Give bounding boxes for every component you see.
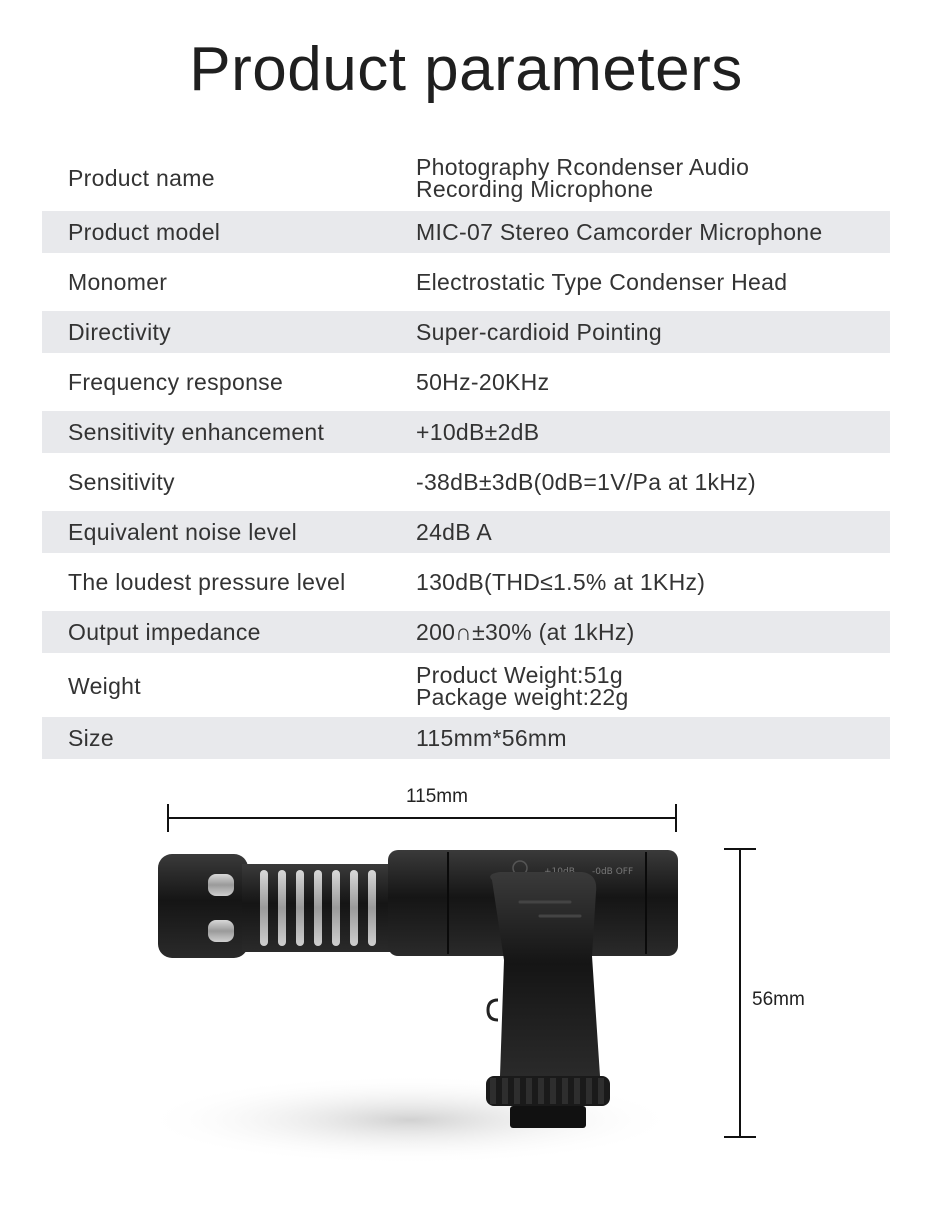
spec-value-line: Electrostatic Type Condenser Head (416, 269, 788, 295)
spec-value (416, 411, 539, 453)
spec-value (416, 611, 635, 653)
spec-label: Product name (68, 164, 215, 191)
off-marking: -0dB OFF (592, 867, 634, 877)
spec-label: The loudest pressure level (68, 568, 346, 595)
spec-value-line: Photography Rcondenser Audio (416, 154, 750, 180)
spec-value (416, 211, 822, 253)
spec-row-product-model (42, 211, 890, 253)
spec-value (416, 511, 492, 553)
spec-value-line: Super-cardioid Pointing (416, 319, 662, 345)
spec-row-sensitivity-enhancement (42, 411, 890, 453)
spec-label: Size (68, 724, 114, 751)
spec-row-directivity (42, 311, 890, 353)
spec-label: Equivalent noise level (68, 518, 298, 545)
spec-value (416, 661, 629, 711)
spec-value-line: Package weight:22g (416, 684, 629, 710)
spec-table (42, 153, 890, 767)
spec-value (416, 717, 567, 759)
spec-value-line: 115mm*56mm (416, 725, 567, 751)
spec-value-line: 50Hz-20KHz (416, 369, 550, 395)
spec-value (416, 261, 787, 303)
spec-value-line: -38dB±3dB(0dB=1V/Pa at 1kHz) (416, 469, 757, 495)
microphone-icon (130, 840, 700, 1170)
spec-row-sensitivity (42, 461, 890, 503)
microphone-product-image (130, 840, 700, 1175)
spec-label: Product model (68, 218, 221, 245)
spec-label: Monomer (68, 268, 168, 295)
spec-value-line: Product Weight:51g (416, 662, 623, 688)
spec-row-equivalent-noise-level (42, 511, 890, 553)
spec-value (416, 461, 756, 503)
spec-label: Frequency response (68, 368, 284, 395)
spec-label: Directivity (68, 318, 171, 345)
width-dimension-label: 115mm (406, 786, 468, 807)
height-dimension-label: 56mm (752, 989, 805, 1010)
spec-label: Sensitivity enhancement (68, 418, 325, 445)
spec-value (416, 561, 705, 603)
spec-value-line: 24dB A (416, 519, 492, 545)
spec-value-line: MIC-07 Stereo Camcorder Microphone (416, 219, 823, 245)
spec-value (416, 361, 549, 403)
spec-value-line: Recording Microphone (416, 176, 654, 202)
spec-row-product-name (42, 153, 890, 203)
spec-row-monomer (42, 261, 890, 303)
spec-row-size (42, 717, 890, 759)
spec-value (416, 153, 749, 203)
spec-row-weight (42, 661, 890, 711)
spec-label: Weight (68, 672, 141, 699)
page-title: Product parameters (189, 35, 743, 104)
spec-value (416, 311, 662, 353)
spec-row-frequency-response (42, 361, 890, 403)
spec-value-line: 200∩±30% (at 1kHz) (416, 619, 635, 645)
spec-label: Output impedance (68, 618, 261, 645)
spec-label: Sensitivity (68, 468, 175, 495)
spec-row-output-impedance (42, 611, 890, 653)
spec-row-loudest-pressure-level (42, 561, 890, 603)
spec-value-line: +10dB±2dB (416, 419, 540, 445)
width-dimension-line (160, 800, 684, 840)
spec-value-line: 130dB(THD≤1.5% at 1KHz) (416, 569, 706, 595)
